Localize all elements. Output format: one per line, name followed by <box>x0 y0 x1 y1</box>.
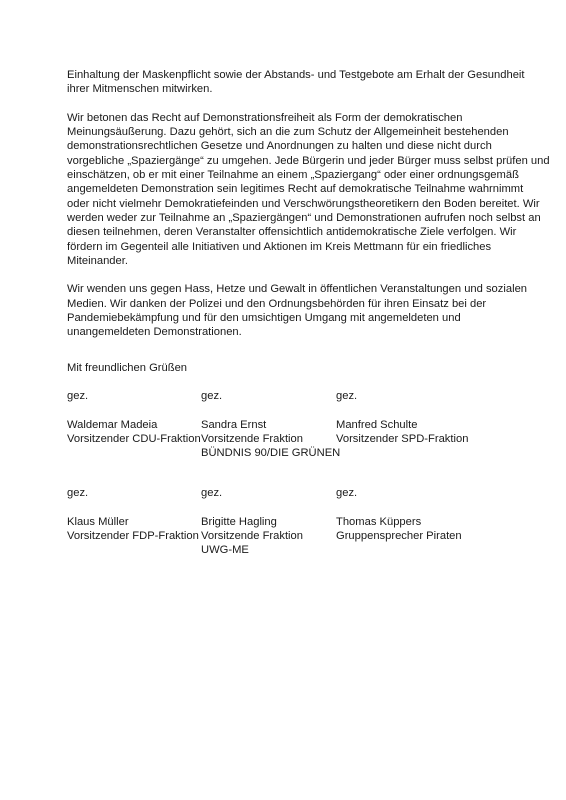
signer-role: Vorsitzender FDP-Fraktion <box>67 529 199 542</box>
signer-role: Gruppensprecher Piraten <box>336 529 462 542</box>
signature-gez: gez. <box>336 390 358 402</box>
signature-gez: gez. <box>201 487 223 499</box>
paragraph-masks <box>67 68 527 97</box>
signer-name: Waldemar Madeia <box>67 418 158 431</box>
signature-gez: gez. <box>67 487 89 499</box>
signature-gez: gez. <box>336 487 358 499</box>
text-line: Medien. Wir danken der Polizei und den Ordnungsbehörden für ihren Einsatz bei der <box>67 297 487 310</box>
text-line: Meinungsäußerung. Dazu gehört, sich an die zum Schutz der Allgemeinheit bestehenden <box>67 126 509 139</box>
text-line: Wir wenden uns gegen Hass, Hetze und Gewalt in öffentlichen Veranstaltungen und sozialen <box>67 283 528 296</box>
signature-gez: gez. <box>67 390 89 402</box>
signer-name: Brigitte Hagling <box>201 515 277 528</box>
signature-gez: gez. <box>201 390 223 402</box>
text-line: fördern im Gegenteil alle Initiativen und Aktionen im Kreis Mettmann für ein friedliches <box>67 240 492 253</box>
signer-role: Vorsitzende Fraktion <box>201 432 303 445</box>
signature-block <box>201 389 341 460</box>
text-line: angemeldeten Demonstration sein legitimes Recht auf demokratische Teilnahme wahrnimmt <box>67 183 524 196</box>
signer-name: Manfred Schulte <box>336 418 418 431</box>
text-line: Miteinander. <box>67 254 128 267</box>
paragraph-hate-speech <box>67 282 527 339</box>
text-line: diesen teilnehmen, deren Veranstalter offensichtlich antidemokratische Ziele verfolgen. Wir <box>67 226 517 239</box>
letter-body <box>67 68 550 354</box>
closing-greeting: Mit freundlichen Grüßen <box>67 362 188 374</box>
text-line: ihrer Mitmenschen mitwirken. <box>67 83 213 96</box>
signer-role: Vorsitzender CDU-Fraktion <box>67 432 201 445</box>
signer-name: Klaus Müller <box>67 515 129 528</box>
paragraph-demonstration <box>67 111 550 268</box>
text-line: demonstrationsrechtlichen Gesetze und Anordnungen zu halten und diese nicht durch <box>67 140 492 153</box>
text-line: vorgebliche „Spaziergänge“ zu umgehen. Jede Bürgerin und jeder Bürger muss selbst prüfen und <box>67 154 550 167</box>
text-line: einschätzen, ob er mit einer Teilnahme an einem „Spaziergang“ oder einer ordnungsgemäß <box>67 169 519 182</box>
text-line: Pandemiebekämpfung und für den umsichtigen Umgang mit angemeldeten und <box>67 312 461 325</box>
signer-role: BÜNDNIS 90/DIE GRÜNEN <box>201 447 341 460</box>
signer-role: Vorsitzende Fraktion <box>201 529 303 542</box>
signature-block <box>336 486 471 543</box>
text-line: Wir betonen das Recht auf Demonstrationsfreiheit als Form der demokratischen <box>67 111 463 124</box>
signature-block <box>201 486 336 557</box>
signature-block <box>336 389 471 446</box>
text-line: werden weder zur Teilnahme an „Spaziergängen“ und Demonstrationen aufrufen noch selbst an <box>67 211 541 224</box>
signer-role: Vorsitzender SPD-Fraktion <box>336 432 469 445</box>
signer-role: UWG-ME <box>201 544 249 557</box>
signature-block <box>67 486 202 543</box>
text-line: unangemeldeten Demonstrationen. <box>67 326 242 339</box>
text-line: oder nicht vielmehr Demokratiefeinden und Verschwörungstheoretikern den Boden bereitet. Wir <box>67 197 540 210</box>
text-line: Einhaltung der Maskenpflicht sowie der Abstands- und Testgebote am Erhalt der Gesundheit <box>67 69 525 81</box>
signature-block <box>67 389 202 446</box>
signer-name: Thomas Küppers <box>336 515 422 528</box>
signer-name: Sandra Ernst <box>201 418 267 431</box>
